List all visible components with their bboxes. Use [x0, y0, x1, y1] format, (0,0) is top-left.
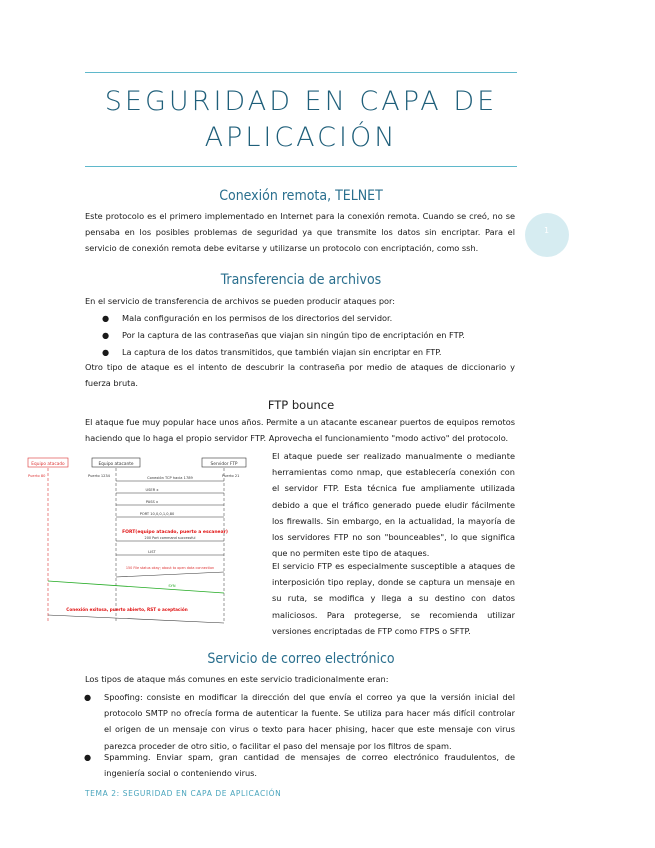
bullet-dot: ●	[102, 330, 110, 340]
bullet-dot: ●	[84, 692, 92, 702]
attacker-label: Equipo atacante	[98, 462, 134, 467]
page-footer: TEMA 2: SEGURIDAD EN CAPA DE APLICACIÓN	[85, 789, 282, 798]
ftp-heading: Transferencia de archivos	[220, 272, 382, 288]
bullet-text: Spoofing: consiste en modificar la dirección del que envía el correo ya que la versión inicial del protocolo SMTP no ofrecía forma de autenticar la fuente. Se utiliza para hacer más difícil controlar el origen de un mensaje con virus o texto para hacer phising, hacer que este mensaje con virus parezca proceder de otro sitio, o facilitar el paso del mensaje por los filtros de spam.	[104, 692, 515, 751]
arrow-result	[48, 615, 224, 623]
bounce-intro: El ataque fue muy popular hace unos años. Permite a un atacante escanear puertos de equipos remotos haciendo que lo haga el propio servidor FTP. Aprovecha el funcionamiento "modo activo" del protocolo.	[85, 417, 515, 444]
ftp-bullet-2	[102, 327, 515, 343]
ftp-outro: Otro tipo de ataque es el intento de descubrir la contraseña por medio de ataques de diccionario y fuerza bruta.	[85, 362, 515, 389]
target-label: Equipo atacado	[31, 462, 65, 467]
telnet-heading: Conexión remota, TELNET	[219, 188, 383, 204]
arrow-syn	[48, 581, 224, 593]
bullet-dot: ●	[84, 752, 92, 762]
server-label: Servidor FTP	[210, 462, 238, 467]
telnet-text: Este protocolo es el primero implementado en Internet para la conexión remota. Cuando se creó, no se pensaba en los posibles problemas de seguridad ya que transmite los datos sin encriptar. Para el servicio de conexión remota debe evitarse y utilizarse un protocolo con encriptación, como ssh.	[85, 211, 515, 254]
top-rule	[85, 72, 517, 73]
ftp-bounce-diagram	[22, 455, 264, 630]
mail-heading: Servicio de correo electrónico	[207, 651, 395, 667]
ftp-bullet-1	[102, 310, 515, 326]
bullet-text: Spamming. Enviar spam, gran cantidad de mensajes de correo electrónico fraudulentos, de ingeniería social o conteniendo virus.	[104, 752, 515, 779]
title-bottom-rule	[85, 166, 517, 167]
msg-list: LIST	[148, 550, 156, 554]
msg-pass: PASS x	[145, 500, 159, 504]
mail-intro: Los tipos de ataque más comunes en este servicio tradicionalmente eran:	[85, 674, 389, 684]
title-line-1: SEGURIDAD EN CAPA DE	[104, 86, 498, 117]
page-number-badge	[525, 213, 569, 257]
bounce-paragraph-1: El ataque puede ser realizado manualmente o mediante herramientas como nmap, que establecería conexión con el servidor FTP. Esta técnica fue ampliamente utilizada debido a que el tráfico generado puede eludir fácilmente los firewalls. Sin embargo, en la actualidad, la mayoría de los servidores FTP no son "bounceables", lo que significa que no permiten este tipo de ataques.	[272, 451, 515, 559]
msg-syn: SYN	[168, 584, 176, 588]
mail-bullet-2	[84, 749, 515, 781]
bullet-dot: ●	[102, 313, 110, 323]
msg-red: FORT(equipo atacado, puerto a escanear)	[122, 530, 228, 535]
ftp-bullet-3	[102, 344, 515, 360]
msg-150: 150 File status okay; about to open data connection	[125, 566, 215, 570]
msg-tcp: Conexión TCP hacia 1789	[147, 476, 193, 480]
title-line-2: APLICACIÓN	[204, 122, 398, 153]
page-title	[85, 84, 517, 156]
bullet-dot: ●	[102, 347, 110, 357]
server-port: Puerto 21	[222, 474, 240, 478]
mail-bullet-1	[84, 689, 515, 754]
page-number: 1	[544, 226, 550, 235]
msg-result: Conexión exitosa, puerto abierto, RST o aceptación	[66, 607, 188, 612]
ftp-intro: En el servicio de transferencia de archivos se pueden producir ataques por:	[85, 296, 396, 306]
target-port: Puerto 80	[28, 474, 46, 478]
msg-user: USER x	[145, 488, 159, 492]
attacker-port: Puerto 1234	[88, 474, 110, 478]
arrow-150	[116, 572, 224, 577]
msg-port: PORT 10,0,0,1,0,80	[139, 512, 175, 516]
bounce-heading: FTP bounce	[267, 398, 335, 412]
bullet-text: Mala configuración en los permisos de los directorios del servidor.	[122, 313, 393, 323]
bounce-paragraph-2: El servicio FTP es especialmente susceptible a ataques de interposición tipo replay, donde se captura un mensaje en su ruta, se modifica y llega a su destino con datos maliciosos. Para protegerse, se recomienda utilizar versiones encriptadas de FTP como FTPS o SFTP.	[272, 561, 515, 636]
msg-200: 200 Port command successful	[144, 536, 196, 540]
bullet-text: Por la captura de las contraseñas que viajan sin ningún tipo de encriptación en FTP.	[122, 330, 465, 340]
bullet-text: La captura de los datos transmitidos, que también viajan sin encriptar en FTP.	[122, 347, 442, 357]
